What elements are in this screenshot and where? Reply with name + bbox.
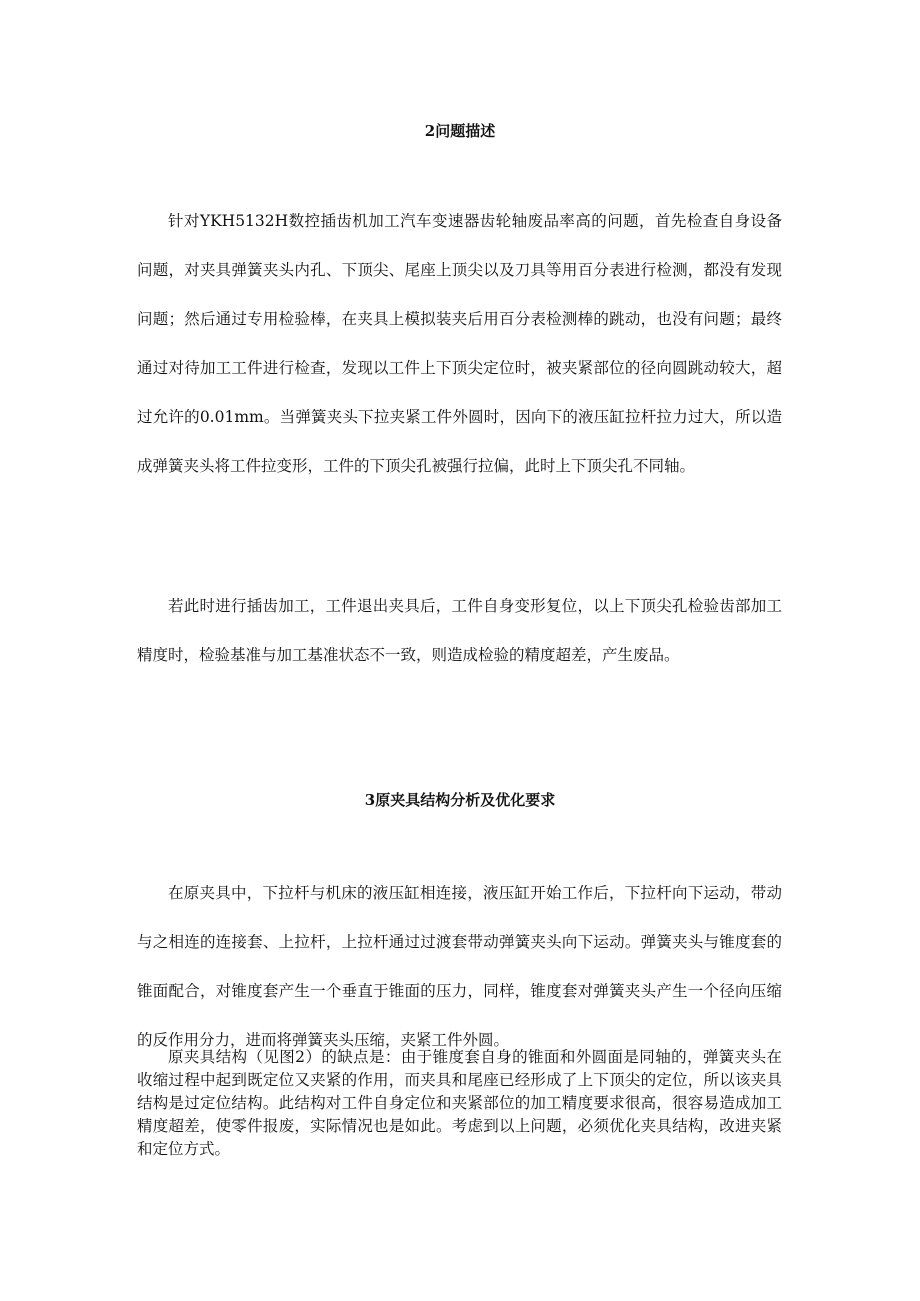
section-3-heading: 3原夹具结构分析及优化要求 [364,791,556,809]
section-2-paragraph-2: 若此时进行插齿加工，工件退出夹具后，工件自身变形复位，以上下顶尖孔检验齿部加工精度时，检验基准与加工基准状态不一致，则造成检验的精度超差，产生废品。 [137,597,782,664]
section-2-paragraph-1: 针对YKH5132H数控插齿机加工汽车变速器齿轮轴废品率高的问题，首先检查自身设备问题，对夹具弹簧夹头内孔、下顶尖、尾座上顶尖以及刀具等用百分表进行检测，都没有发现问题；然后通过专用检验棒，在夹具上模拟装夹后用百分表检测棒的跳动，也没有问题；最终通过对待加工工件进行检查，发现以工件上下顶尖定位时，被夹紧部位的径向圆跳动较大，超过允许的0.01mm。当弹簧夹头下拉夹紧工件外圆时，因向下的液压缸拉杆拉力过大，所以造成弹簧夹头将工件拉变形，工件的下顶尖孔被强行拉偏，此时上下顶尖孔不同轴。 [137,212,782,475]
section-3-paragraph-1: 在原夹具中，下拉杆与机床的液压缸相连接，液压缸开始工作后，下拉杆向下运动，带动与之相连的连接套、上拉杆，上拉杆通过过渡套带动弹簧夹头向下运动。弹簧夹头与锥度套的锥面配合，对锥度套产生一个垂直于锥面的压力，同样，锥度套对弹簧夹头产生一个径向压缩的反作用分力，进而将弹簧夹头压缩，夹紧工件外圆。 [137,884,782,1049]
section-2-heading: 2问题描述 [424,122,496,140]
section-3-paragraph-2: 原夹具结构（见图2）的缺点是：由于锥度套自身的锥面和外圆面是同轴的，弹簧夹头在收缩过程中起到既定位又夹紧的作用，而夹具和尾座已经形成了上下顶尖的定位，所以该夹具结构是过定位结构。此结构对工件自身定位和夹紧部位的加工精度要求很高，很容易造成加工精度超差，使零件报废，实际情况也是如此。考虑到以上问题，必须优化夹具结构，改进夹紧和定位方式。 [137,1048,782,1158]
